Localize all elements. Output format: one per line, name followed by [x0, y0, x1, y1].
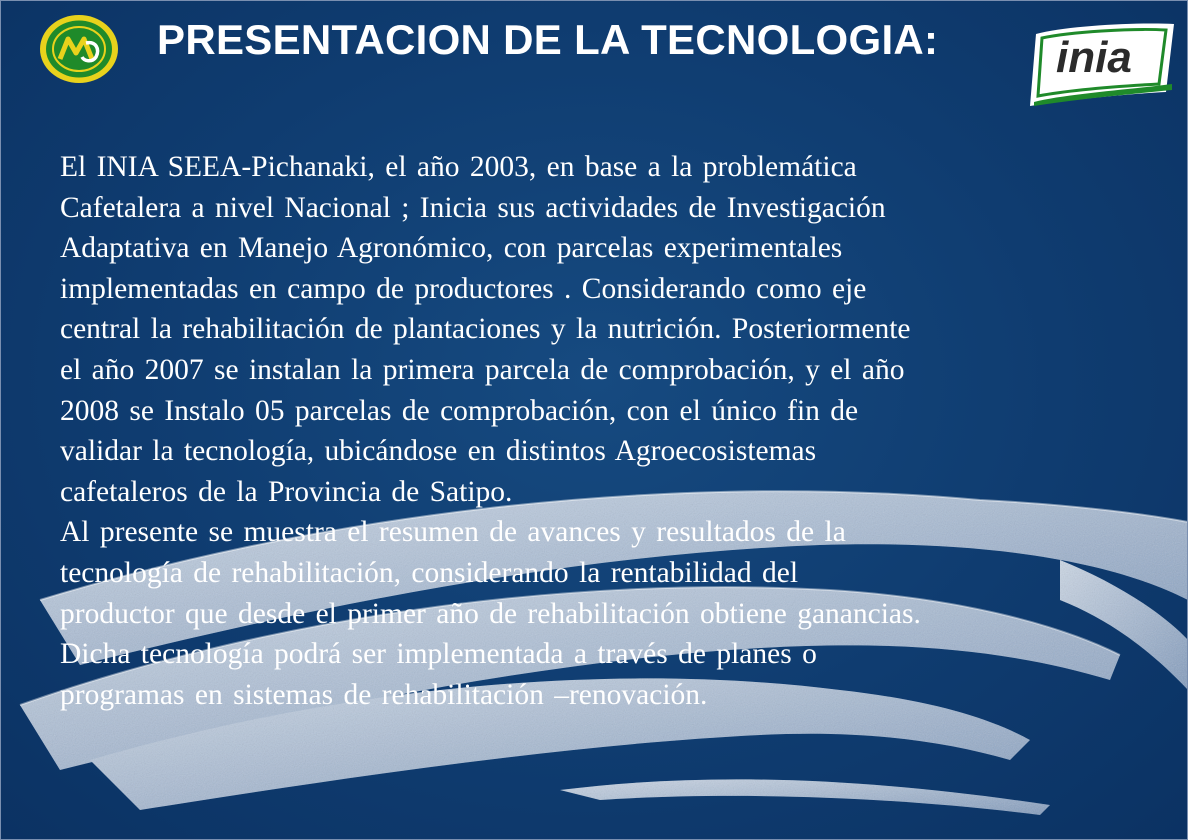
- text-line: tecnología de rehabilitación, considerando la rentabilidad del: [60, 556, 799, 589]
- text-line: Dicha tecnología podrá ser implementada a través de planes o: [60, 638, 817, 671]
- inia-logo-icon: [1026, 14, 1176, 106]
- text-line: programas en sistemas de rehabilitación –renovación.: [60, 678, 708, 711]
- text-line: Al presente se muestra el resumen de avances y resultados de la: [60, 516, 846, 549]
- text-line: 2008 se Instalo 05 parcelas de comprobación, con el único fin de: [60, 394, 859, 427]
- text-line: Cafetalera a nivel Nacional ; Inicia sus actividades de Investigación: [60, 191, 886, 224]
- text-line: El INIA SEEA-Pichanaki, el año 2003, en base a la problemática: [60, 151, 857, 183]
- body-text: [60, 147, 1130, 715]
- paragraph-2: [60, 512, 1130, 715]
- wave-band-5: [560, 779, 1050, 815]
- paragraph-1: [60, 147, 1130, 512]
- text-line: central la rehabilitación de plantaciones y la nutrición. Posteriormente: [60, 313, 911, 346]
- page-title: PRESENTACION DE LA TECNOLOGIA:: [157, 16, 939, 63]
- inia-logo-text: inia: [1056, 33, 1132, 82]
- text-line: productor que desde el primer año de rehabilitación obtiene ganancias.: [60, 597, 921, 630]
- text-line: Adaptativa en Manejo Agronómico, con parcelas experimentales: [60, 232, 843, 265]
- text-line: implementadas en campo de productores . Considerando como eje: [60, 272, 867, 305]
- text-line: validar la tecnología, ubicándose en distintos Agroecosistemas: [60, 435, 817, 468]
- ma-emblem-icon: [38, 13, 120, 85]
- text-line: el año 2007 se instalan la primera parcela de comprobación, y el año: [60, 353, 905, 386]
- text-line: cafetaleros de la Provincia de Satipo.: [60, 475, 513, 508]
